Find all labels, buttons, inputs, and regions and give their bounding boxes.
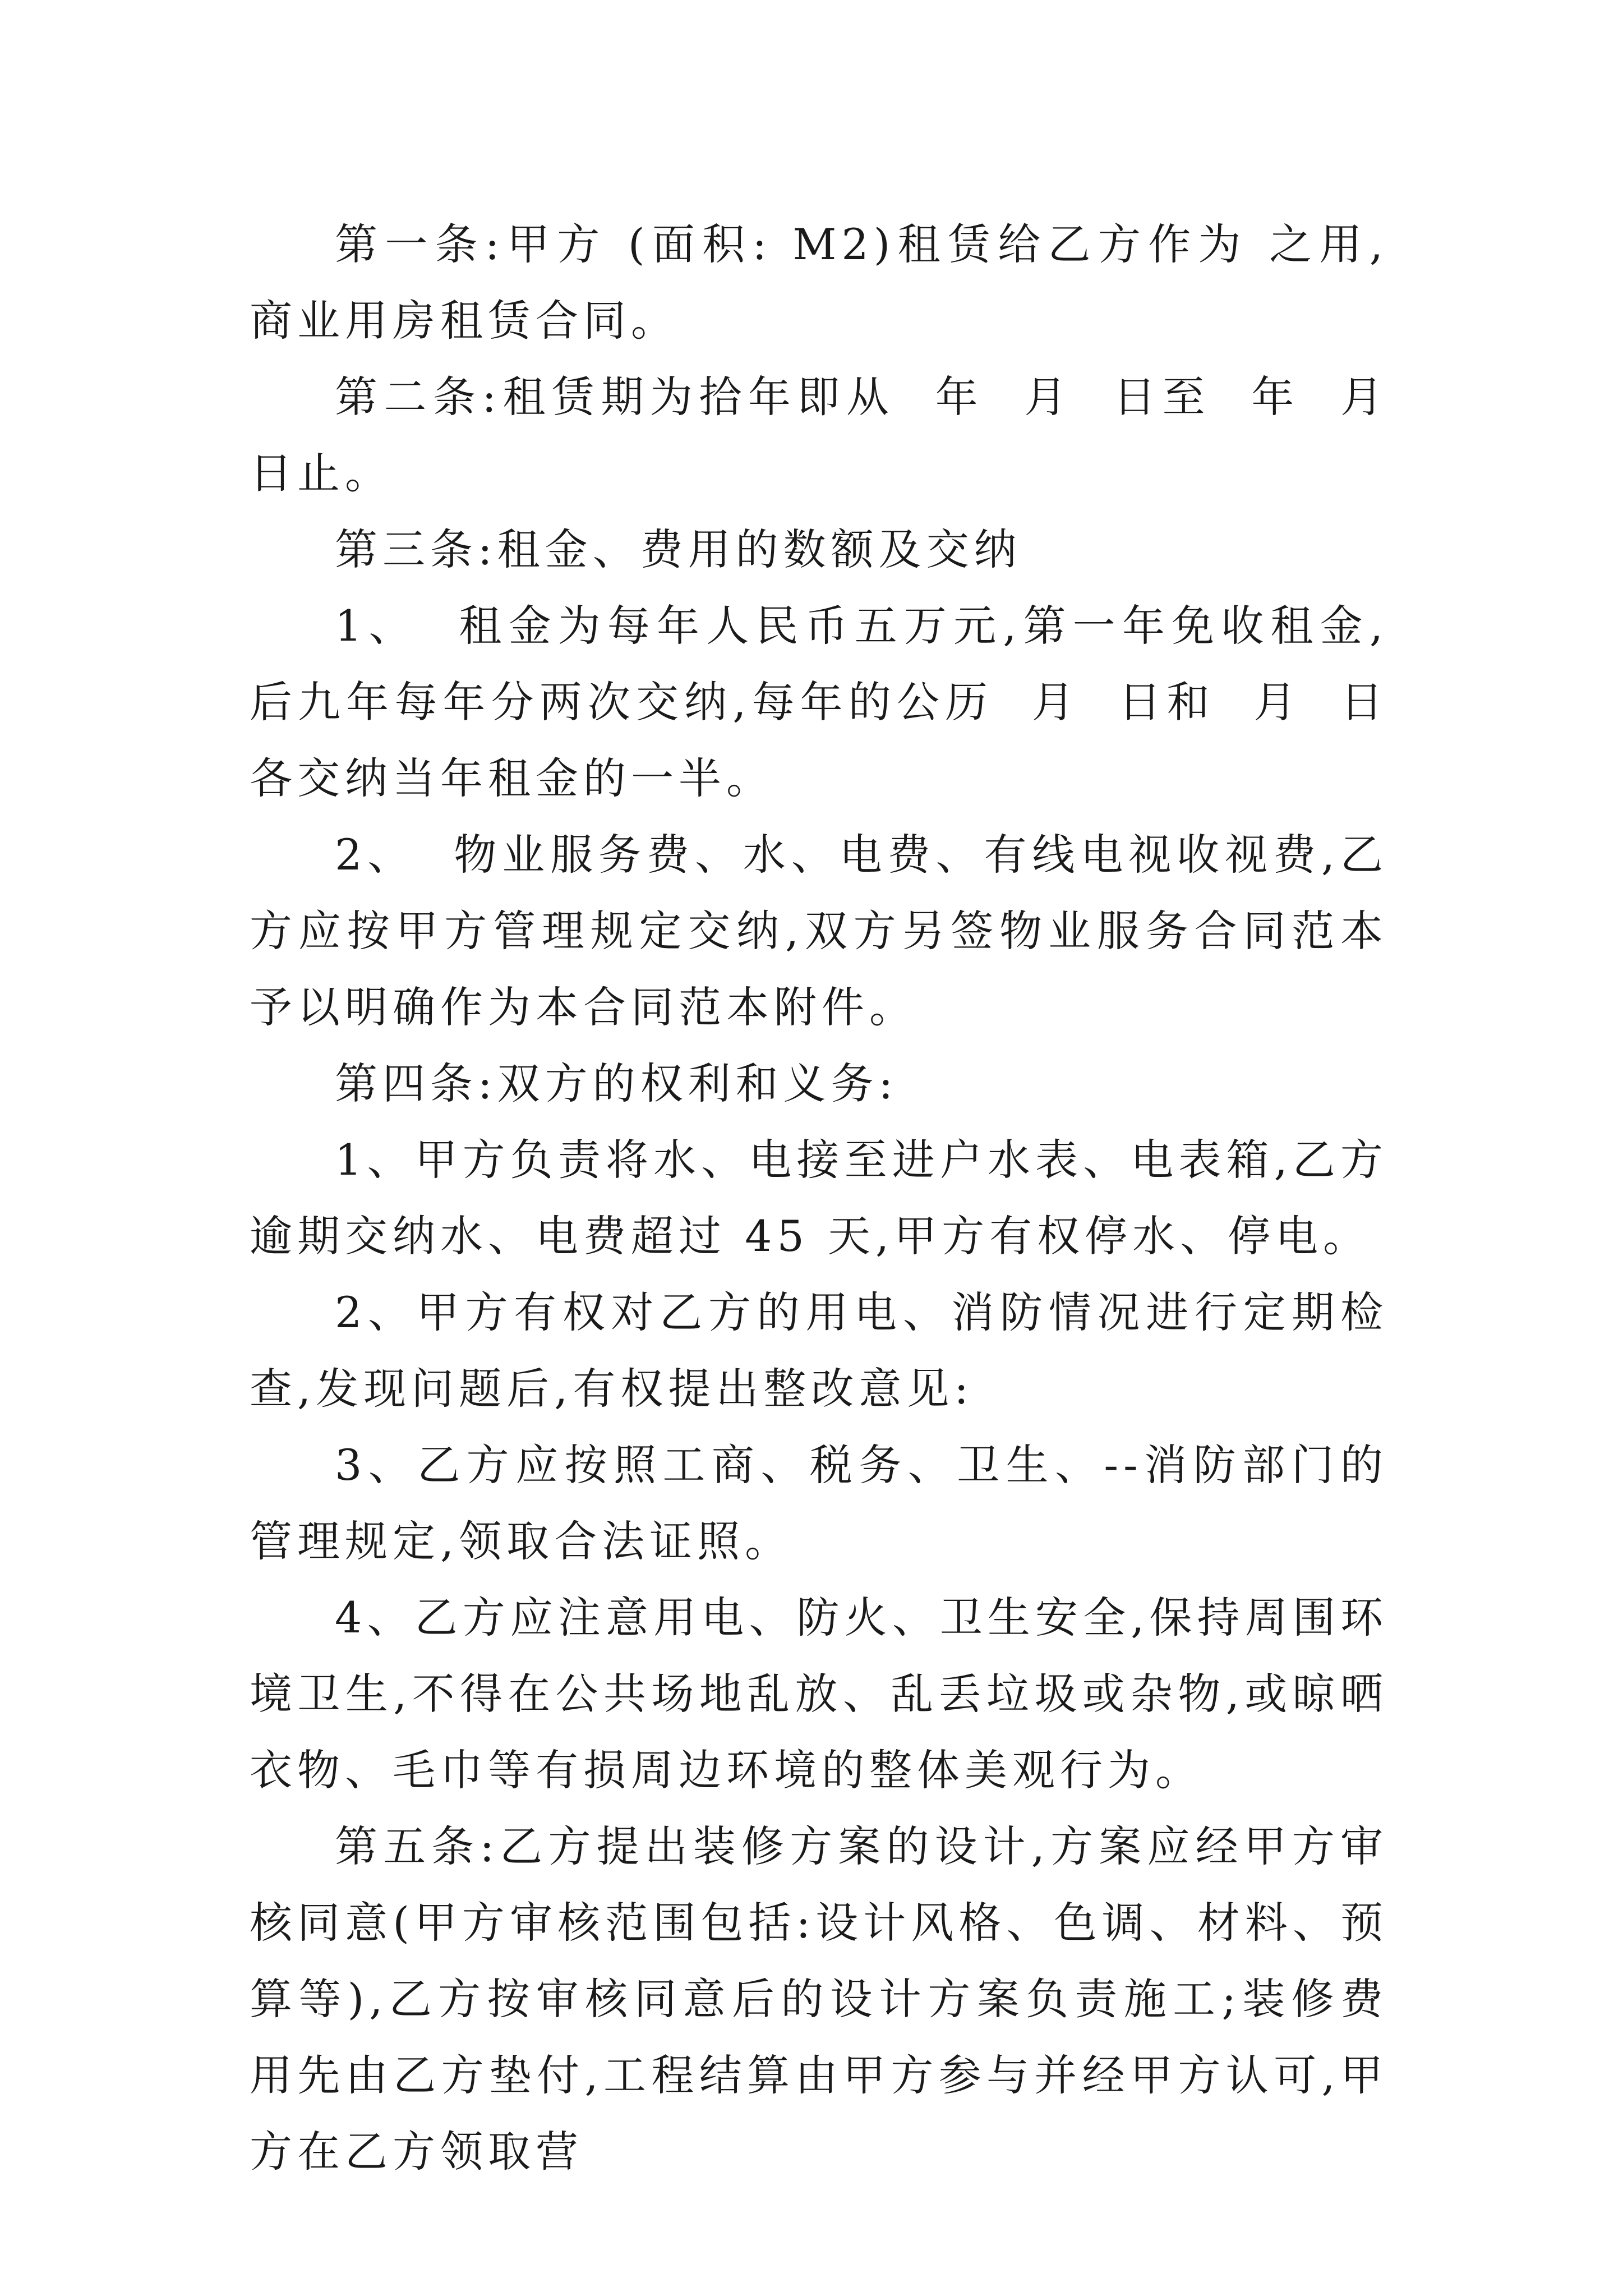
paragraph-article-2: 第二条:租赁期为拾年即从 年 月 日至 年 月 日止。 <box>250 372 1426 498</box>
paragraph-article-4-item-4: 4、乙方应注意用电、防火、卫生安全,保持周围环境卫生,不得在公共场地乱放、乱丢垃圾或杂物,或晾晒衣物、毛巾等有损周边环境的整体美观行为。 <box>250 1593 1388 1795</box>
paragraph-article-1: 第一条:甲方 (面积: M2)租赁给乙方作为 之用, 商业用房租赁合同。 <box>250 219 1407 346</box>
paragraph-article-4-item-1: 1、甲方负责将水、电接至进户水表、电表箱,乙方逾期交纳水、电费超过 45 天,甲方有权停水、停电。 <box>250 1135 1388 1261</box>
paragraph-article-3-item-2: 2、 物业服务费、水、电费、有线电视收视费,乙方应按甲方管理规定交纳,双方另签物业服务合同范本予以明确作为本合同范本附件。 <box>250 830 1388 1032</box>
document-body <box>250 206 1426 2190</box>
paragraph-article-5: 第五条:乙方提出装修方案的设计,方案应经甲方审核同意(甲方审核范围包括:设计风格、色调、材料、预算等),乙方按审核同意后的设计方案负责施工;装修费用先由乙方垫付,工程结算由甲方参与并经甲方认可,甲方在乙方领取营 <box>250 1821 1388 2177</box>
paragraph-article-4-item-2: 2、甲方有权对乙方的用电、消防情况进行定期检查,发现问题后,有权提出整改意见: <box>250 1287 1388 1414</box>
paragraph-article-3: 第三条:租金、费用的数额及交纳 <box>335 524 1022 574</box>
paragraph-article-3-item-1: 1、 租金为每年人民币五万元,第一年免收租金,后九年每年分两次交纳,每年的公历 月 日和 月 日各交纳当年租金的一半。 <box>250 601 1388 803</box>
paragraph-article-4: 第四条:双方的权利和义务: <box>335 1059 898 1108</box>
paragraph-article-4-item-3: 3、乙方应按照工商、税务、卫生、--消防部门的管理规定,领取合法证照。 <box>250 1440 1388 1566</box>
